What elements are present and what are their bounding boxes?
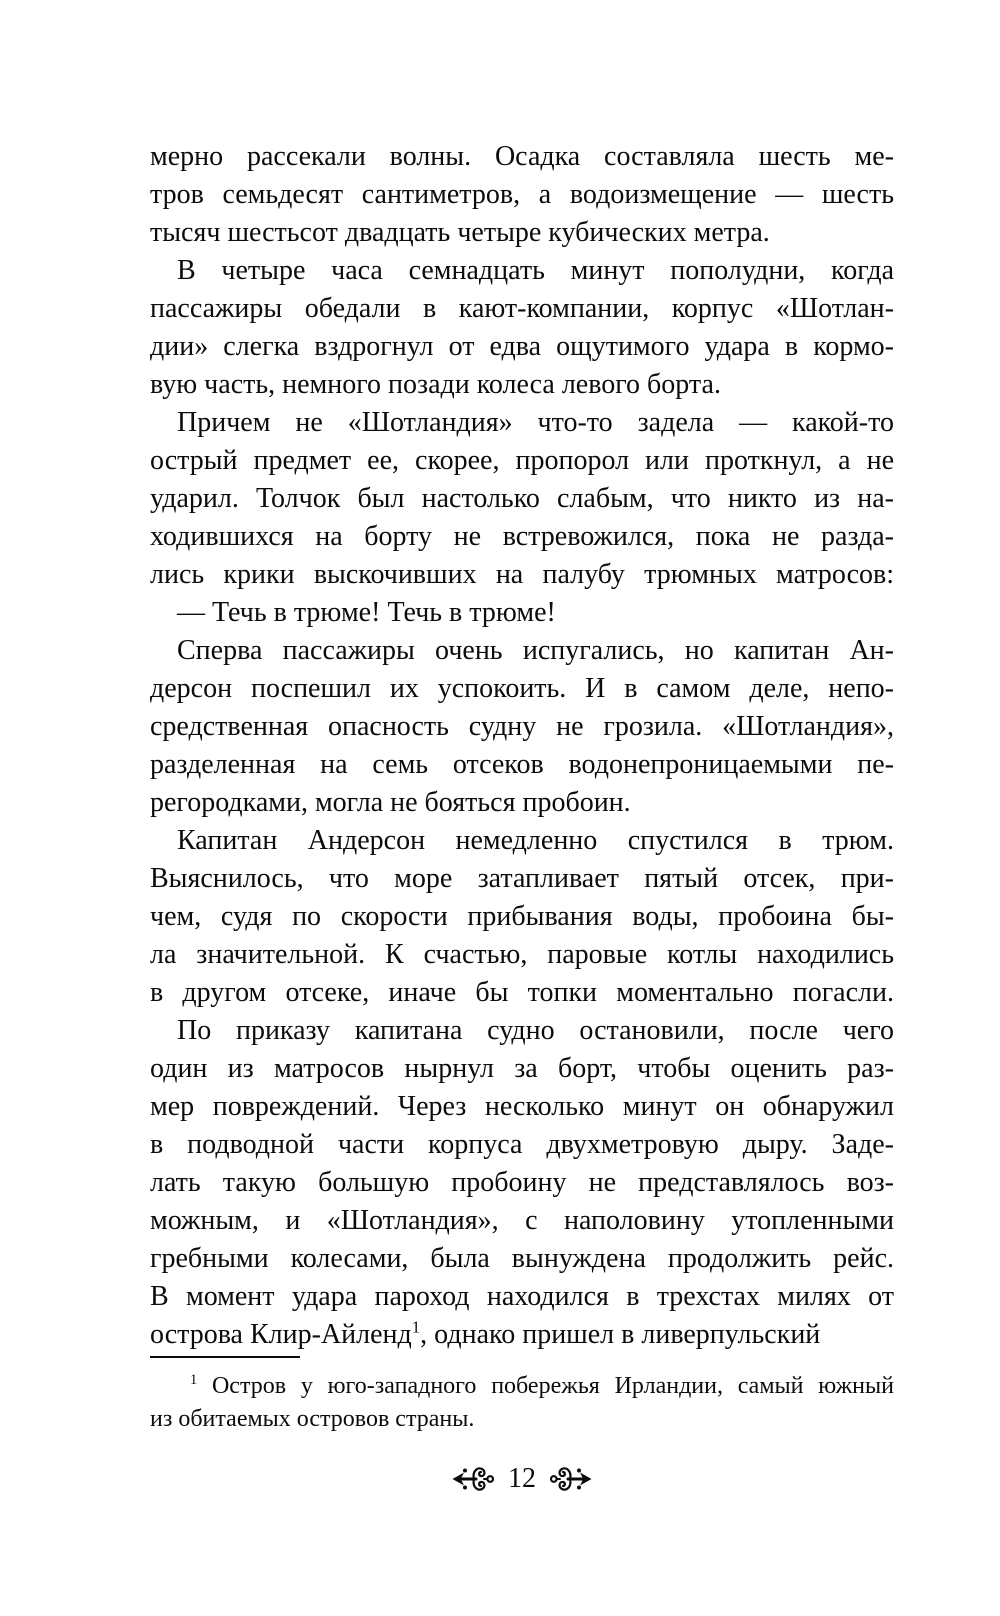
- text-line: $^1$ Остров у юго-западного побережья Ирландии, самый южный: [190, 1372, 894, 1399]
- text-line: в подводной части корпуса двухметровую дыру. Заде-: [150, 1129, 894, 1160]
- text-line: Выяснилось, что море затапливает пятый отсек, при-: [150, 863, 894, 894]
- text-line: дерсон поспешил их успокоить. И в самом деле, непо-: [150, 673, 894, 704]
- text-line: можным, и «Шотландия», с наполовину утопленными: [150, 1205, 894, 1236]
- text-line: в другом отсеке, иначе бы топки моментально погасли.: [150, 977, 894, 1008]
- text-line: средственная опасность судну не грозила. «Шотландия»,: [150, 711, 894, 742]
- text-line: В момент удара пароход находился в трехстах милях от: [150, 1281, 894, 1312]
- text-line: В четыре часа семнадцать минут пополудни, когда: [177, 255, 894, 286]
- fleuron-left-icon: [451, 1463, 495, 1495]
- footnote: [150, 1356, 894, 1436]
- footnote-reference-mark: 1: [190, 1372, 198, 1388]
- text-line: чем, судя по скорости прибывания воды, пробоина бы-: [150, 901, 894, 932]
- text-line: острова Клир-Айленд$^1$, однако пришел в ливерпульский: [150, 1317, 821, 1350]
- text-line: Причем не «Шотландия» что-то задела — какой-то: [177, 407, 894, 438]
- text-line: лать такую большую пробоину не представлялось воз-: [150, 1167, 894, 1198]
- text-line: из обитаемых островов страны.: [150, 1406, 475, 1432]
- page-number: 12: [508, 1463, 536, 1494]
- text-line: лись крики выскочивших на палубу трюмных матросов:: [150, 559, 894, 590]
- text-line: тров семьдесят сантиметров, а водоизмещение — шесть: [150, 179, 894, 210]
- text-line: — Течь в трюме! Течь в трюме!: [177, 597, 556, 628]
- text-line: ла значительной. К счастью, паровые котлы находились: [150, 939, 894, 970]
- text-line: регородками, могла не бояться пробоин.: [150, 787, 631, 818]
- footnote-separator-rule: [150, 1356, 300, 1358]
- text-line: пассажиры обедали в кают-компании, корпус «Шотлан-: [150, 293, 894, 324]
- text-line: разделенная на семь отсеков водонепроницаемыми пе-: [150, 749, 894, 780]
- text-line: Сперва пассажиры очень испугались, но капитан Ан-: [177, 635, 894, 666]
- text-line: ударил. Толчок был настолько слабым, что никто из на-: [150, 483, 894, 514]
- text-line: гребными колесами, была вынуждена продолжить рейс.: [150, 1243, 894, 1274]
- text-line: дии» слегка вздрогнул от едва ощутимого удара в кормо-: [150, 331, 894, 362]
- text-line: мерно рассекали волны. Осадка составляла шесть ме-: [150, 141, 894, 172]
- text-line: острый предмет ее, скорее, пропорол или проткнул, а не: [150, 445, 894, 476]
- text-line: вую часть, немного позади колеса левого борта.: [150, 369, 721, 400]
- text-line: тысяч шестьсот двадцать четыре кубических метра.: [150, 217, 770, 248]
- text-line: мер повреждений. Через несколько минут он обнаружил: [150, 1091, 894, 1122]
- text-line: один из матросов нырнул за борт, чтобы оценить раз-: [150, 1053, 894, 1084]
- footnote-reference-mark: 1: [411, 1317, 421, 1337]
- page-footer: [150, 1462, 894, 1496]
- text-line: Капитан Андерсон немедленно спустился в трюм.: [177, 825, 894, 856]
- text-line: ходившихся на борту не встревожился, пока не разда-: [150, 521, 894, 552]
- footnote-text: [150, 1370, 894, 1436]
- text-line: По приказу капитана судно остановили, после чего: [177, 1015, 894, 1046]
- body-text: [150, 138, 894, 1354]
- fleuron-right-icon: [549, 1463, 593, 1495]
